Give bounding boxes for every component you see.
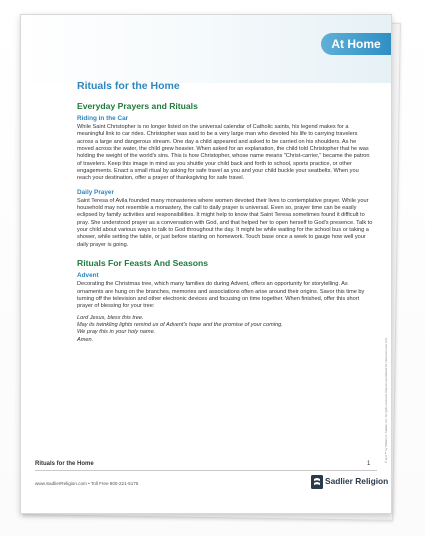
subheading-advent: Advent	[77, 272, 99, 280]
footer-title: Rituals for the Home	[35, 461, 94, 467]
sadlier-logo	[311, 474, 389, 490]
paragraph-riding-car: While Saint Christopher is no longer listed on the universal calendar of Catholic saints, his legend makes for a meaningful link to car rides. Christopher was said to be a very large man who devoted his life to carrying travelers across a large and dangerous stream. One day a child appeared and asked to be carried on his shoulders. As he moved across the water, the child grew heavier. When asked for an explanation, the child told Christopher that he was holding the weight of the world's sins. This is how Christopher, whose name means "Christ-carrier," became the patron of travelers. Keep this image in mind as you shuttle your child back and forth to school, sports practice, or other engagements. Enact a small ritual by asking for safe travel as you and your child buckle your seatbelts. When you reach your destination, offer a prayer of thanksgiving for safe travel.	[77, 124, 370, 182]
prayer-line: May its twinkling lights remind us of Advent's hope and the promise of your coming.	[77, 321, 283, 328]
subheading-riding-car: Riding in the Car	[77, 115, 129, 122]
footer-divider	[35, 470, 377, 471]
prayer-line: We pray this in your holy name.	[77, 329, 156, 336]
document-sheet	[20, 14, 392, 514]
paragraph-daily-prayer: Saint Teresa of Avila founded many monasteries where women devoted their lives to contemplative prayer. While your household may not resemble a monastery, the call to daily prayer is universal. Even so, prayer time can be easily eclipsed by family activities and responsibilities. It might help to know that Saint Teresa sometimes found it difficult to pray. She understood prayer as a conversation with God, and that helped her to open herself to God's presence. Talk to your child about various ways to talk to God throughout the day. It might be while waiting for the school bus or taking a shower, while setting the table, or just before starting on homework. Touch base once a week to gauge how well your daily prayer is going.	[77, 197, 373, 248]
sadlier-logo-text: Sadlier Religion	[325, 476, 389, 486]
prayer-line: Amen.	[77, 336, 94, 343]
paragraph-advent: Decorating the Christmas tree, which many families do during Advent, offers an opportunity for storytelling. As ornaments are hung on the branches, memories and associations often arise around their origins. Savor this time by turning off the television and other electronic devices and focusing on time together. When finished, offer this short prayer of blessing for your tree:	[77, 281, 365, 310]
at-home-banner	[321, 33, 391, 55]
prayer-line: Lord Jesus, bless this tree.	[77, 314, 144, 321]
subheading-daily-prayer: Daily Prayer	[77, 188, 114, 196]
footer-website[interactable]: www.SadlierReligion.com • Toll Free 800-221-5175	[35, 481, 139, 486]
document-title: Rituals for the Home	[77, 80, 180, 92]
footer-page-number: 1	[367, 461, 371, 467]
copyright-text: © and ™ by William H. Sadlier, Inc. All rights reserved. May be reproduced for classroom use only.	[384, 337, 388, 463]
copyright-vertical	[384, 333, 389, 463]
section-heading-everyday: Everyday Prayers and Rituals	[77, 101, 198, 111]
sadlier-logo-icon	[311, 475, 323, 489]
document-content	[77, 79, 373, 344]
banner-label: At Home	[331, 37, 381, 51]
section-heading-feasts: Rituals For Feasts And Seasons	[77, 258, 209, 269]
